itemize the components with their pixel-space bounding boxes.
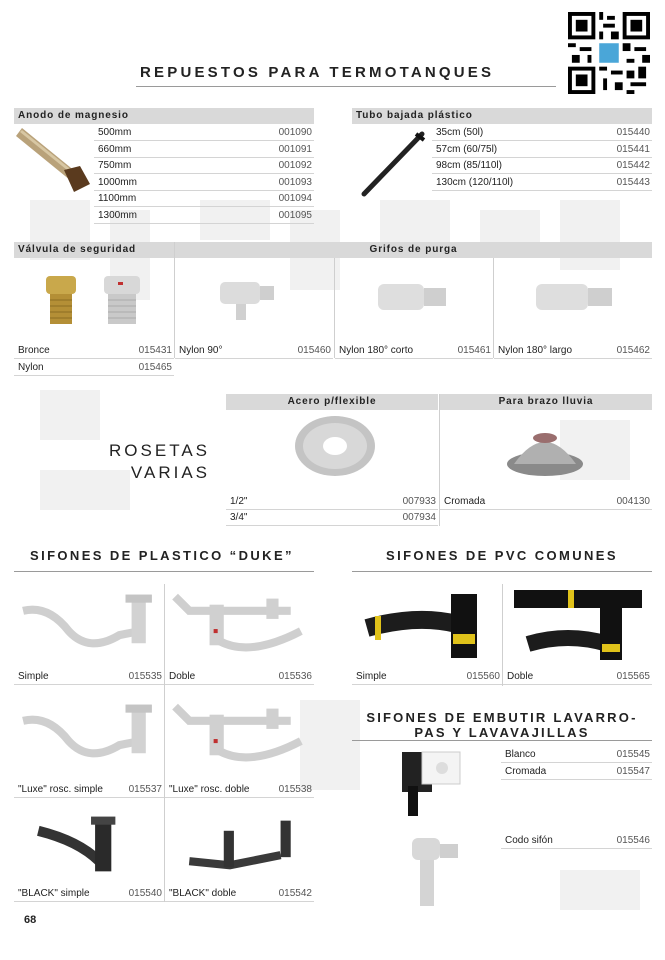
duke-photo: [169, 590, 311, 662]
tubo-header: Tubo bajada plástico: [352, 108, 652, 124]
valvula-header: Válvula de seguridad: [14, 242, 174, 258]
product-code: 001094: [278, 193, 312, 204]
product-code: 001091: [278, 143, 312, 155]
duke-row: [14, 886, 164, 902]
pvc-photo-graphic: [507, 584, 649, 664]
embutir-codo-photo: [398, 834, 468, 910]
grifo-row: [335, 343, 493, 359]
tubo-row: [432, 175, 652, 191]
valvula-row: [14, 343, 174, 359]
product-code: 015547: [616, 766, 650, 777]
tubo-photo: [356, 126, 430, 200]
roseta-acero-photo: [290, 410, 380, 480]
duke-row: [165, 782, 314, 798]
embutir-row: [501, 833, 652, 849]
product-label: "BLACK" simple: [18, 888, 90, 899]
product-code: 015540: [128, 888, 162, 899]
anodo-photo: [14, 126, 92, 200]
embutir-box-photo: [392, 746, 470, 824]
brazo-row: [440, 494, 652, 510]
duke-photo-graphic: [18, 590, 160, 662]
product-code: 015535: [128, 671, 162, 682]
product-label: 3/4": [230, 512, 248, 523]
acero-row: [226, 494, 438, 510]
embutir-row: [501, 764, 652, 780]
product-code: 004130: [616, 496, 650, 507]
anodo-row: [94, 125, 314, 141]
product-label: 130cm (120/110l): [436, 176, 514, 188]
acero-row: [226, 510, 438, 526]
product-label: Doble: [507, 671, 534, 682]
duke-photo-graphic: [18, 810, 160, 882]
product-code: 015465: [138, 361, 172, 373]
anodo-row: [94, 175, 314, 191]
anodo-header: Anodo de magnesio: [14, 108, 314, 124]
product-code: 015536: [278, 671, 312, 682]
product-label: Simple: [18, 671, 49, 682]
product-label: Bronce: [18, 345, 50, 356]
duke-photo: [18, 700, 160, 772]
product-code: 015462: [616, 345, 650, 356]
product-label: 57cm (60/75l): [436, 143, 498, 155]
embutir-title-line2: PAS Y LAVAVAJILLAS: [414, 725, 590, 740]
product-code: 015431: [138, 345, 172, 356]
tubo-row: [432, 158, 652, 174]
product-label: Nylon 180° corto: [339, 345, 414, 356]
anodo-row: [94, 208, 314, 224]
tubo-row: [432, 125, 652, 141]
duke-photo-graphic: [18, 700, 160, 772]
grifo-photo-1: [210, 276, 290, 326]
product-label: 98cm (85/110l): [436, 160, 502, 171]
product-code: 007934: [402, 512, 436, 523]
product-code: 001090: [278, 127, 312, 138]
product-label: Blanco: [505, 749, 536, 760]
rosetas-title-line1: ROSETAS: [109, 441, 210, 460]
duke-photo: [18, 810, 160, 882]
product-code: 015560: [466, 671, 500, 682]
product-label: Cromada: [505, 766, 547, 777]
product-code: 015542: [278, 888, 312, 899]
anodo-row: [94, 142, 314, 158]
product-label: 1000mm: [98, 176, 137, 188]
roseta-cromada-photo: [500, 420, 590, 480]
duke-photo: [169, 810, 311, 882]
pvc-photo: [507, 584, 649, 664]
rosetas-title-line2: VARIAS: [130, 463, 210, 482]
product-label: 1/2": [230, 496, 248, 507]
rosetas-title: [60, 440, 210, 484]
product-code: 015440: [616, 127, 650, 138]
product-label: 660mm: [98, 143, 132, 155]
product-code: 015537: [128, 784, 162, 795]
grifo-row: [494, 343, 652, 359]
anodo-row: [94, 158, 314, 174]
tubo-row: [432, 142, 652, 158]
grifo-photo-2: [370, 276, 460, 326]
duke-photo: [169, 700, 311, 772]
duke-photo-graphic: [169, 590, 311, 662]
embutir-title-line1: SIFONES DE EMBUTIR LAVARRO-: [366, 710, 638, 725]
pvc-photo: [356, 584, 498, 664]
pvc-row: [352, 669, 502, 685]
product-label: Nylon 180° largo: [498, 345, 573, 356]
product-label: "BLACK" doble: [169, 888, 237, 899]
product-code: 015546: [616, 835, 650, 846]
anodo-row: [94, 191, 314, 207]
product-code: 007933: [402, 496, 436, 507]
duke-row: [14, 782, 164, 798]
product-code: 001092: [278, 160, 312, 171]
grifo-photo-3: [530, 276, 620, 326]
product-label: 35cm (50l): [436, 127, 484, 138]
embutir-title: [352, 710, 652, 740]
product-label: Simple: [356, 671, 387, 682]
product-code: 015443: [616, 176, 650, 188]
duke-row: [165, 886, 314, 902]
product-code: 015441: [616, 143, 650, 155]
page-title: REPUESTOS PARA TERMOTANQUES: [140, 64, 495, 81]
product-code: 015461: [457, 345, 491, 356]
duke-row: [165, 669, 314, 685]
acero-header: Acero p/flexible: [226, 394, 438, 410]
product-code: 015565: [616, 671, 650, 682]
embutir-row: [501, 747, 652, 763]
brazo-header: Para brazo lluvia: [440, 394, 652, 410]
pvc-title: SIFONES DE PVC COMUNES: [386, 548, 618, 563]
duke-photo-graphic: [169, 700, 311, 772]
product-label: Codo sifón: [505, 835, 553, 846]
product-code: 001093: [278, 176, 312, 188]
product-label: 750mm: [98, 160, 132, 171]
product-label: "Luxe" rosc. simple: [18, 784, 103, 795]
page-number: 68: [24, 914, 37, 926]
product-label: Nylon: [18, 361, 44, 373]
duke-title: SIFONES DE PLASTICO “DUKE”: [30, 548, 294, 563]
product-label: 1300mm: [98, 209, 137, 221]
pvc-row: [503, 669, 652, 685]
product-code: 015442: [616, 160, 650, 171]
product-code: 001095: [278, 209, 312, 221]
product-label: 1100mm: [98, 193, 137, 204]
product-code: 015545: [616, 749, 650, 760]
title-divider: [136, 86, 556, 87]
product-label: Doble: [169, 671, 196, 682]
product-code: 015538: [278, 784, 312, 795]
product-label: 500mm: [98, 127, 132, 138]
duke-row: [14, 669, 164, 685]
product-label: Cromada: [444, 496, 486, 507]
valvula-photo: [40, 270, 150, 332]
duke-photo: [18, 590, 160, 662]
qr-code: [568, 12, 650, 94]
product-label: Nylon 90°: [179, 345, 223, 356]
product-code: 015460: [297, 345, 331, 356]
pvc-photo-graphic: [356, 584, 498, 664]
valvula-row: [14, 360, 174, 376]
grifos-header: Grifos de purga: [175, 242, 652, 258]
product-label: "Luxe" rosc. doble: [169, 784, 250, 795]
grifo-row: [175, 343, 333, 359]
duke-photo-graphic: [169, 810, 311, 882]
